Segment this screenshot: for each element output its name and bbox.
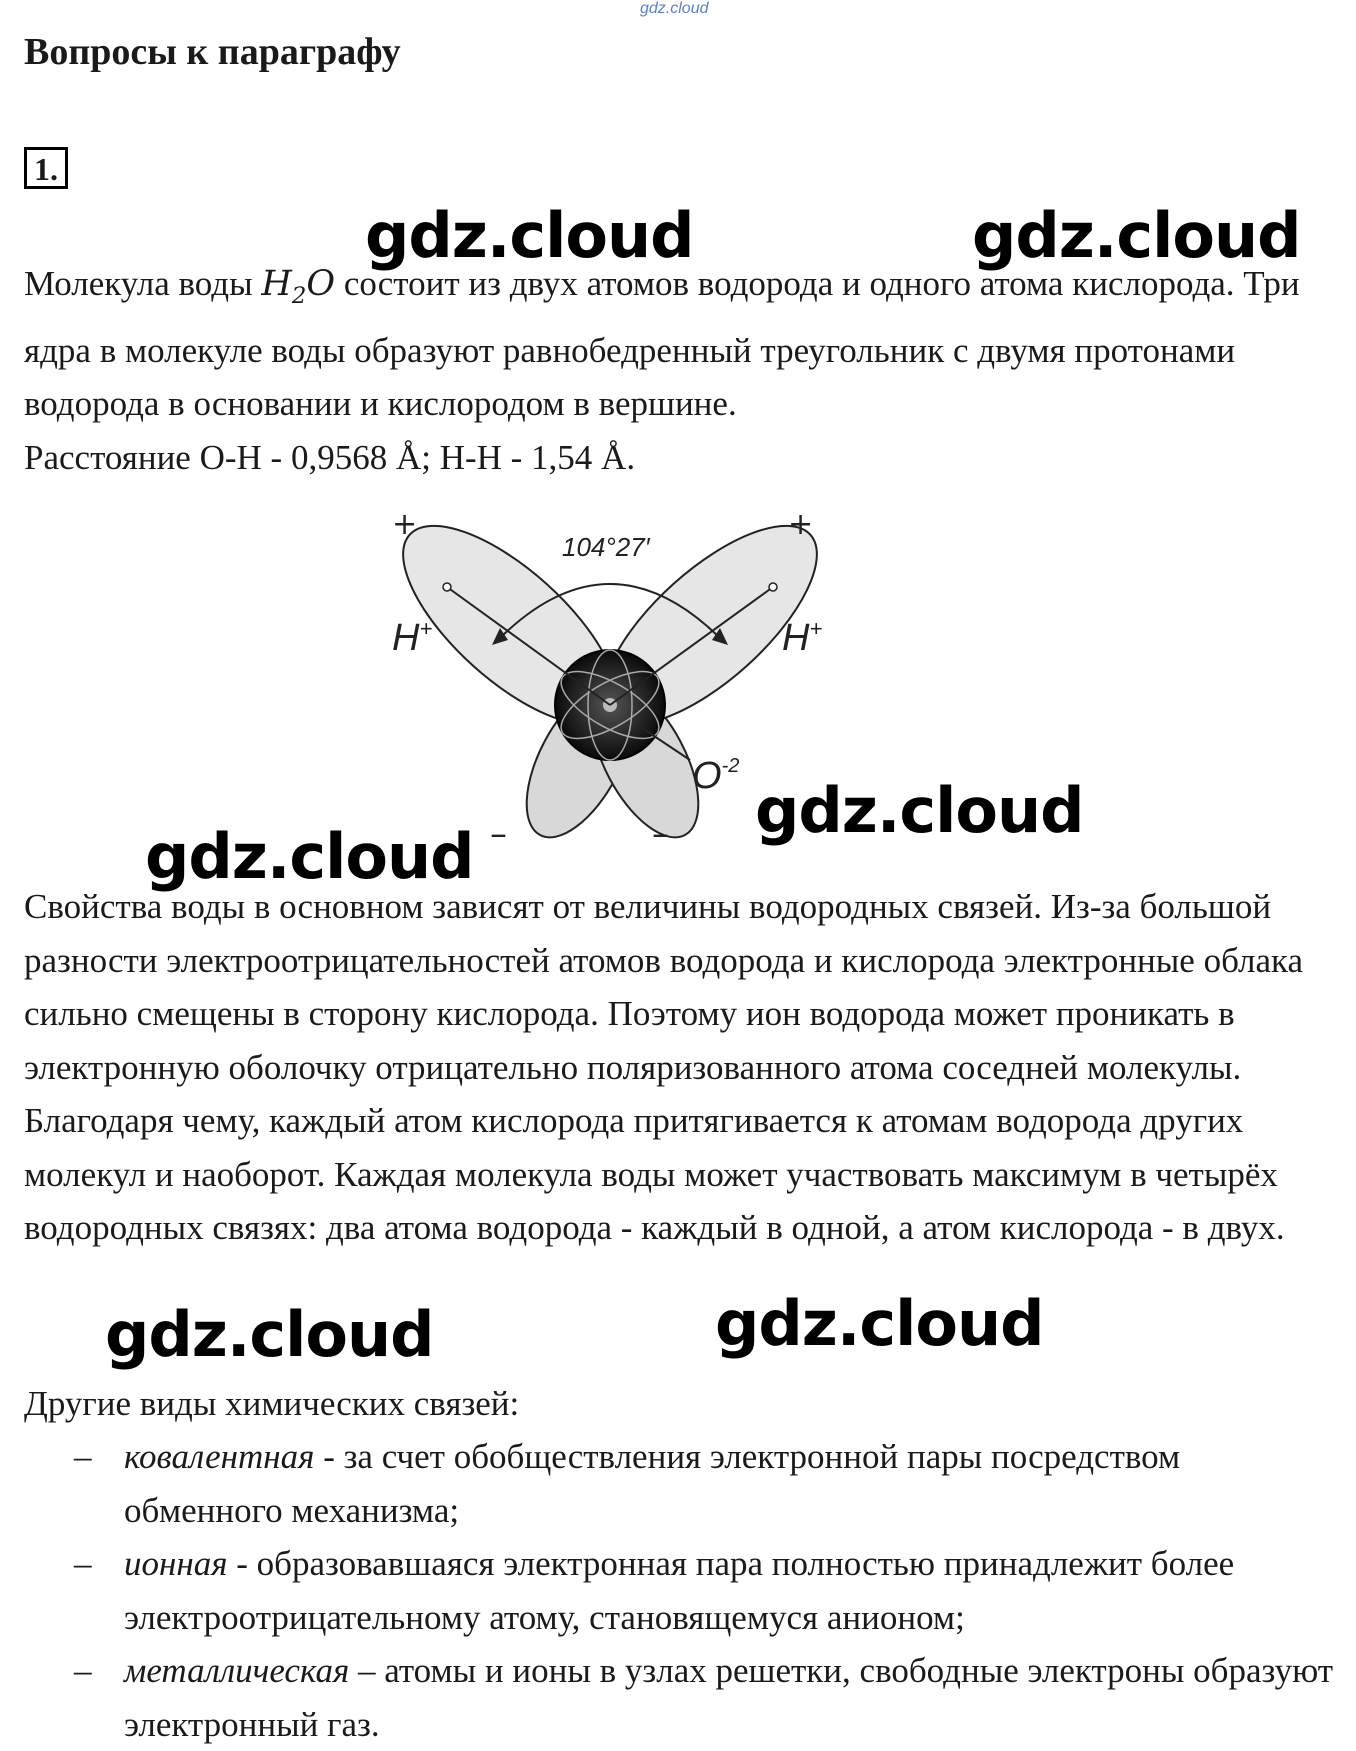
- watermark: gdz.cloud: [365, 199, 694, 272]
- list-dash: –: [74, 1651, 92, 1690]
- top-watermark: gdz.cloud: [640, 0, 709, 17]
- watermark: gdz.cloud: [105, 1298, 434, 1371]
- bond-description: - образовавшаяся электронная пара полностью принадлежит более электроотрицательному атому, становящемуся анионом;: [124, 1544, 1235, 1637]
- formula-subscript: 2: [291, 283, 307, 309]
- list-dash: –: [74, 1544, 92, 1583]
- bond-description: – атомы и ионы в узлах решетки, свободные электроны образуют электронный газ.: [124, 1651, 1334, 1744]
- hydrogen-nucleus-left: [443, 583, 451, 591]
- oxygen-label: $O^{-2}$: [692, 755, 740, 797]
- bond-description: - за счет обобществления электронной пары посредством обменного механизма;: [124, 1437, 1181, 1530]
- question-number: 1.: [24, 147, 68, 189]
- bond-term: ионная: [124, 1544, 228, 1583]
- angle-label: 104°27′: [562, 532, 650, 562]
- watermark: gdz.cloud: [972, 199, 1301, 272]
- formula-tail: O: [306, 264, 336, 304]
- paragraph-hydrogen-bonds: Свойства воды в основном зависят от величины водородных связей. Из-за большой разности электроотрицательностей атомов водорода и кислорода электронные облака сильно смещены в сторону кислорода. Поэтому ион водорода может проникать в электронную оболочку отрицательно поляризованного атома соседней молекулы. Благодаря чему, каждый атом кислорода притягивается к атомам водорода других молекул и наоборот. Каждая молекула воды может участвовать максимум в четырёх водородных связях: два атома водорода - каждый в одной, а атом кислорода - в двух.: [24, 887, 1304, 1247]
- distance-line: Расстояние O-H - 0,9568 Å; H-H - 1,54 Å.: [24, 437, 636, 477]
- list-item: [24, 1430, 1334, 1537]
- watermark: gdz.cloud: [755, 774, 1084, 847]
- minus-sign-right: –: [652, 814, 669, 854]
- bond-types-list: [24, 1430, 1334, 1751]
- formula-base: H: [261, 264, 292, 304]
- paragraph-1-rest: состоит из двух атомов водорода и одного атома кислорода. Три ядра в молекуле воды образуют равнобедренный треугольник с двумя протонами водорода в основании и кислородом в вершине.: [24, 264, 1300, 423]
- minus-sign-left: –: [490, 814, 507, 854]
- plus-sign-right: +: [788, 507, 814, 542]
- bond-term: ковалентная: [124, 1437, 315, 1476]
- paragraph-1-start: Молекула воды: [24, 264, 262, 303]
- page-title: Вопросы к параграфу: [24, 31, 401, 73]
- hydrogen-label-right: H+: [782, 616, 823, 659]
- paragraph-water-molecule: [24, 257, 1334, 484]
- water-formula: [261, 264, 336, 309]
- list-item: [24, 1537, 1334, 1644]
- hydrogen-nucleus-right: [769, 583, 777, 591]
- hydrogen-label-left: H+: [392, 616, 433, 659]
- plus-sign-left: +: [392, 507, 418, 542]
- watermark: gdz.cloud: [715, 1287, 1044, 1360]
- list-intro: Другие виды химических связей:: [24, 1384, 520, 1423]
- list-dash: –: [74, 1437, 92, 1476]
- list-item: [24, 1644, 1334, 1751]
- bond-term: металлическая: [124, 1651, 350, 1690]
- watermark: gdz.cloud: [145, 820, 474, 893]
